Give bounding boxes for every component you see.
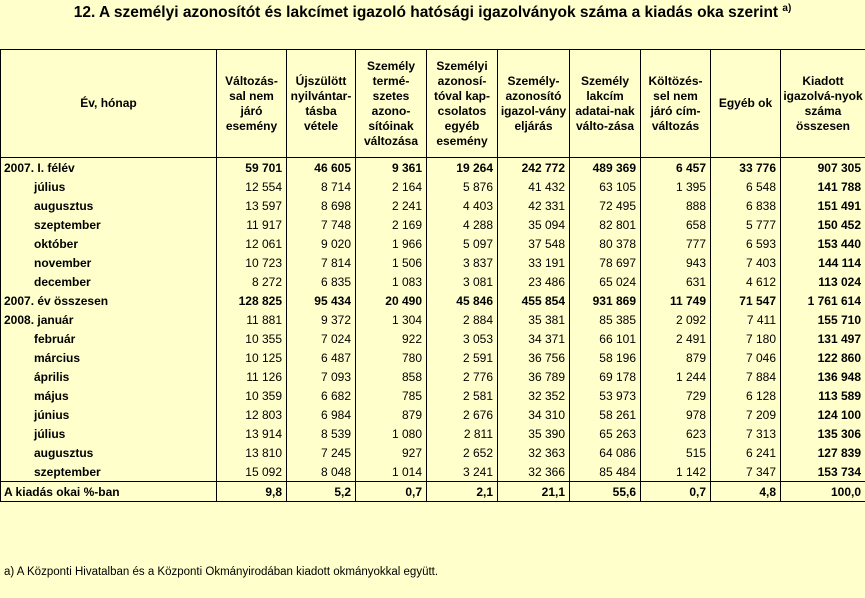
table-cell: 66 101 xyxy=(570,329,641,348)
table-cell: 36 756 xyxy=(498,348,570,367)
table-cell: 11 749 xyxy=(641,291,711,310)
table-cell: 11 881 xyxy=(217,310,287,329)
row-label: július xyxy=(1,177,217,196)
table-cell: 1 014 xyxy=(356,462,427,482)
table-cell: 8 539 xyxy=(287,424,356,443)
row-label: május xyxy=(1,386,217,405)
table-row xyxy=(1,482,865,502)
title-footnote-marker: a) xyxy=(782,2,792,14)
table-cell: 9 020 xyxy=(287,234,356,253)
row-label: március xyxy=(1,348,217,367)
table-cell: 2 776 xyxy=(427,367,498,386)
header-other-reason: Egyéb ok xyxy=(711,50,781,158)
table-cell: 5 876 xyxy=(427,177,498,196)
table-cell: 95 434 xyxy=(287,291,356,310)
row-label: augusztus xyxy=(1,443,217,462)
table-cell: 5 097 xyxy=(427,234,498,253)
row-label: június xyxy=(1,405,217,424)
table-cell: 7 884 xyxy=(711,367,781,386)
table-cell: 32 363 xyxy=(498,443,570,462)
table-cell: 19 264 xyxy=(427,158,498,178)
header-natural-id-change: Személy termé-szetes azono-sítóinak változása xyxy=(356,50,427,158)
table-row xyxy=(1,405,865,424)
table-row xyxy=(1,367,865,386)
table-cell: 8 698 xyxy=(287,196,356,215)
table-cell: 4,8 xyxy=(711,482,781,502)
table-row xyxy=(1,158,865,178)
table-cell: 515 xyxy=(641,443,711,462)
table-cell: 59 701 xyxy=(217,158,287,178)
table-cell: 623 xyxy=(641,424,711,443)
table-cell: 242 772 xyxy=(498,158,570,178)
table-cell: 11 917 xyxy=(217,215,287,234)
table-title xyxy=(0,0,865,26)
table-cell: 63 105 xyxy=(570,177,641,196)
table-cell: 128 825 xyxy=(217,291,287,310)
table-cell: 65 024 xyxy=(570,272,641,291)
table-cell: 8 048 xyxy=(287,462,356,482)
table-cell: 3 241 xyxy=(427,462,498,482)
footnote: a) A Központi Hivatalban és a Központi Okmányirodában kiadott okmányokkal együtt. xyxy=(4,566,439,578)
table-cell: 1 966 xyxy=(356,234,427,253)
table-cell: 71 547 xyxy=(711,291,781,310)
table-cell: 0,7 xyxy=(356,482,427,502)
table-cell: 2 241 xyxy=(356,196,427,215)
row-label: szeptember xyxy=(1,215,217,234)
table-cell: 127 839 xyxy=(781,443,865,462)
table-cell: 780 xyxy=(356,348,427,367)
table-cell: 85 484 xyxy=(570,462,641,482)
table-cell: 777 xyxy=(641,234,711,253)
table-cell: 80 378 xyxy=(570,234,641,253)
table-cell: 888 xyxy=(641,196,711,215)
table-cell: 0,7 xyxy=(641,482,711,502)
table-cell: 2 811 xyxy=(427,424,498,443)
table-row xyxy=(1,177,865,196)
table-cell: 2 676 xyxy=(427,405,498,424)
table-cell: 65 263 xyxy=(570,424,641,443)
table-cell: 922 xyxy=(356,329,427,348)
table-cell: 64 086 xyxy=(570,443,641,462)
table-cell: 6 593 xyxy=(711,234,781,253)
table-cell: 1 083 xyxy=(356,272,427,291)
table-cell: 1 304 xyxy=(356,310,427,329)
table-cell: 7 814 xyxy=(287,253,356,272)
table-cell: 7 245 xyxy=(287,443,356,462)
table-cell: 3 837 xyxy=(427,253,498,272)
table-cell: 13 914 xyxy=(217,424,287,443)
table-row xyxy=(1,348,865,367)
table-row xyxy=(1,310,865,329)
table-cell: 53 973 xyxy=(570,386,641,405)
table-cell: 35 381 xyxy=(498,310,570,329)
table-row xyxy=(1,386,865,405)
table-cell: 155 710 xyxy=(781,310,865,329)
table-cell: 1 395 xyxy=(641,177,711,196)
table-cell: 124 100 xyxy=(781,405,865,424)
table-cell: 42 331 xyxy=(498,196,570,215)
row-label: október xyxy=(1,234,217,253)
header-year-month: Év, hónap xyxy=(1,50,217,158)
table-cell: 37 548 xyxy=(498,234,570,253)
table-cell: 7 180 xyxy=(711,329,781,348)
table-cell: 33 191 xyxy=(498,253,570,272)
table-cell: 489 369 xyxy=(570,158,641,178)
table-cell: 34 310 xyxy=(498,405,570,424)
table-cell: 135 306 xyxy=(781,424,865,443)
table-cell: 943 xyxy=(641,253,711,272)
table-cell: 82 801 xyxy=(570,215,641,234)
table-cell: 7 209 xyxy=(711,405,781,424)
table-cell: 10 723 xyxy=(217,253,287,272)
table-cell: 6 835 xyxy=(287,272,356,291)
table-body xyxy=(1,158,865,502)
table-cell: 978 xyxy=(641,405,711,424)
table-cell: 150 452 xyxy=(781,215,865,234)
table-cell: 1 506 xyxy=(356,253,427,272)
table-cell: 5 777 xyxy=(711,215,781,234)
table-row xyxy=(1,443,865,462)
table-cell: 1 142 xyxy=(641,462,711,482)
table-cell: 58 261 xyxy=(570,405,641,424)
table-cell: 3 053 xyxy=(427,329,498,348)
table-cell: 1 761 614 xyxy=(781,291,865,310)
table-cell: 7 313 xyxy=(711,424,781,443)
table-cell: 35 390 xyxy=(498,424,570,443)
table-cell: 32 352 xyxy=(498,386,570,405)
table-row xyxy=(1,253,865,272)
table-cell: 78 697 xyxy=(570,253,641,272)
header-no-change-event: Változás-sal nem járó esemény xyxy=(217,50,287,158)
table-cell: 136 948 xyxy=(781,367,865,386)
table-cell: 100,0 xyxy=(781,482,865,502)
table-cell: 1 080 xyxy=(356,424,427,443)
table-cell: 34 371 xyxy=(498,329,570,348)
table-cell: 12 803 xyxy=(217,405,287,424)
table-cell: 131 497 xyxy=(781,329,865,348)
table-cell: 6 548 xyxy=(711,177,781,196)
table-cell: 85 385 xyxy=(570,310,641,329)
table-cell: 21,1 xyxy=(498,482,570,502)
table-cell: 122 860 xyxy=(781,348,865,367)
table-cell: 55,6 xyxy=(570,482,641,502)
table-cell: 3 081 xyxy=(427,272,498,291)
table-cell: 6 457 xyxy=(641,158,711,178)
table-cell: 2 652 xyxy=(427,443,498,462)
table-cell: 2 591 xyxy=(427,348,498,367)
table-cell: 36 789 xyxy=(498,367,570,386)
table-cell: 455 854 xyxy=(498,291,570,310)
table-cell: 4 612 xyxy=(711,272,781,291)
table-cell: 7 748 xyxy=(287,215,356,234)
table-cell: 7 046 xyxy=(711,348,781,367)
table-cell: 10 359 xyxy=(217,386,287,405)
table-cell: 879 xyxy=(641,348,711,367)
row-label: 2007. I. félév xyxy=(1,158,217,178)
header-id-card-procedure: Személy-azonosító igazol-vány eljárás xyxy=(498,50,570,158)
row-label: 2007. év összesen xyxy=(1,291,217,310)
table-cell: 2 164 xyxy=(356,177,427,196)
table-cell: 5,2 xyxy=(287,482,356,502)
table-cell: 113 024 xyxy=(781,272,865,291)
table-cell: 144 114 xyxy=(781,253,865,272)
header-address-change-no-move: Költözés-sel nem járó cím-változás xyxy=(641,50,711,158)
table-cell: 6 838 xyxy=(711,196,781,215)
table-row xyxy=(1,462,865,482)
table-row xyxy=(1,291,865,310)
table-cell: 9 372 xyxy=(287,310,356,329)
table-cell: 23 486 xyxy=(498,272,570,291)
table-cell: 7 403 xyxy=(711,253,781,272)
table-cell: 10 125 xyxy=(217,348,287,367)
table-cell: 10 355 xyxy=(217,329,287,348)
table-row xyxy=(1,196,865,215)
table-cell: 631 xyxy=(641,272,711,291)
table-title-text: 12. A személyi azonosítót és lakcímet igazoló hatósági igazolványok száma a kiadás oka szerint xyxy=(73,4,779,21)
row-label: december xyxy=(1,272,217,291)
table-cell: 785 xyxy=(356,386,427,405)
table-cell: 6 487 xyxy=(287,348,356,367)
row-label: 2008. január xyxy=(1,310,217,329)
table-cell: 7 347 xyxy=(711,462,781,482)
table-cell: 9 361 xyxy=(356,158,427,178)
table-cell: 6 241 xyxy=(711,443,781,462)
row-label: A kiadás okai %-ban xyxy=(1,482,217,502)
table-cell: 658 xyxy=(641,215,711,234)
table-cell: 7 093 xyxy=(287,367,356,386)
table-row xyxy=(1,234,865,253)
header-other-id-event: Személyi azonosí-tóval kap-csolatos egyéb esemény xyxy=(427,50,498,158)
table-cell: 4 403 xyxy=(427,196,498,215)
table-cell: 41 432 xyxy=(498,177,570,196)
table-cell: 58 196 xyxy=(570,348,641,367)
table-cell: 46 605 xyxy=(287,158,356,178)
data-table xyxy=(0,49,865,502)
row-label: július xyxy=(1,424,217,443)
header-newborn-registration: Újszülött nyilvántar-tásba vétele xyxy=(287,50,356,158)
table-cell: 4 288 xyxy=(427,215,498,234)
table-cell: 7 411 xyxy=(711,310,781,329)
row-label: augusztus xyxy=(1,196,217,215)
table-row xyxy=(1,272,865,291)
table-cell: 35 094 xyxy=(498,215,570,234)
table-cell: 6 984 xyxy=(287,405,356,424)
row-label: szeptember xyxy=(1,462,217,482)
table-cell: 8 714 xyxy=(287,177,356,196)
table-cell: 858 xyxy=(356,367,427,386)
table-cell: 153 734 xyxy=(781,462,865,482)
table-cell: 33 776 xyxy=(711,158,781,178)
table-cell: 6 128 xyxy=(711,386,781,405)
table-cell: 729 xyxy=(641,386,711,405)
table-cell: 8 272 xyxy=(217,272,287,291)
table-cell: 2 884 xyxy=(427,310,498,329)
table-cell: 879 xyxy=(356,405,427,424)
table-cell: 113 589 xyxy=(781,386,865,405)
table-cell: 141 788 xyxy=(781,177,865,196)
table-cell: 1 244 xyxy=(641,367,711,386)
table-cell: 32 366 xyxy=(498,462,570,482)
table-cell: 13 810 xyxy=(217,443,287,462)
table-cell: 7 024 xyxy=(287,329,356,348)
table-cell: 931 869 xyxy=(570,291,641,310)
table-cell: 69 178 xyxy=(570,367,641,386)
table-cell: 11 126 xyxy=(217,367,287,386)
table-cell: 151 491 xyxy=(781,196,865,215)
header-address-change: Személy lakcím adatai-nak válto-zása xyxy=(570,50,641,158)
header-total-issued: Kiadott igazolvá-nyok száma összesen xyxy=(781,50,865,158)
table-cell: 13 597 xyxy=(217,196,287,215)
table-cell: 2 581 xyxy=(427,386,498,405)
table-cell: 927 xyxy=(356,443,427,462)
table-row xyxy=(1,424,865,443)
table-row xyxy=(1,329,865,348)
table-cell: 15 092 xyxy=(217,462,287,482)
table-cell: 2 092 xyxy=(641,310,711,329)
table-cell: 20 490 xyxy=(356,291,427,310)
table-cell: 153 440 xyxy=(781,234,865,253)
table-cell: 6 682 xyxy=(287,386,356,405)
table-cell: 9,8 xyxy=(217,482,287,502)
table-cell: 2 169 xyxy=(356,215,427,234)
table-cell: 12 554 xyxy=(217,177,287,196)
table-cell: 907 305 xyxy=(781,158,865,178)
row-label: április xyxy=(1,367,217,386)
table-row xyxy=(1,215,865,234)
table-cell: 2 491 xyxy=(641,329,711,348)
table-cell: 12 061 xyxy=(217,234,287,253)
row-label: november xyxy=(1,253,217,272)
table-cell: 2,1 xyxy=(427,482,498,502)
table-cell: 45 846 xyxy=(427,291,498,310)
row-label: február xyxy=(1,329,217,348)
header-row xyxy=(1,50,865,158)
table-cell: 72 495 xyxy=(570,196,641,215)
